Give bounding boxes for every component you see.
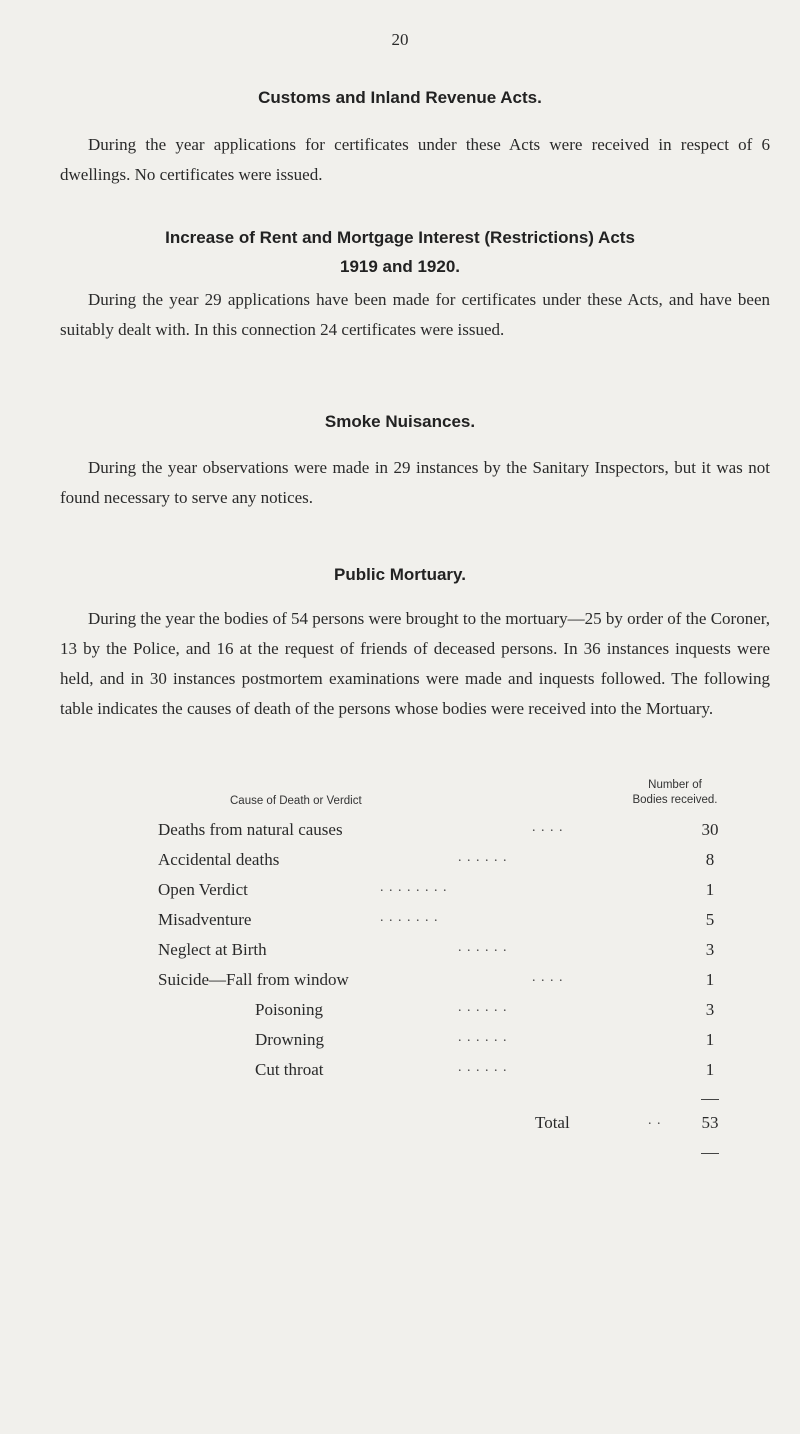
row-leader: . . . . . . — [458, 1000, 508, 1015]
row-leader: . . . . . . . — [380, 910, 439, 925]
row-label: Poisoning — [255, 1000, 324, 1019]
row-leader: . . . . — [532, 970, 564, 985]
table-row — [0, 1060, 800, 1090]
row-label: Neglect at Birth — [158, 940, 267, 959]
row-value: 5 — [705, 910, 715, 929]
row-value: 1 — [705, 1060, 715, 1079]
table-header-number — [600, 778, 750, 808]
row-label: Drowning — [255, 1030, 324, 1049]
table-row — [0, 820, 800, 850]
total-leader: . . — [648, 1113, 662, 1128]
row-value: 1 — [705, 1030, 715, 1049]
row-value: 1 — [705, 880, 715, 899]
row-leader: . . . . . . — [458, 1030, 508, 1045]
smoke-paragraph — [60, 453, 770, 513]
table-row — [0, 880, 800, 910]
page-number: 20 — [391, 30, 409, 49]
rent-heading-line2: 1919 and 1920. — [339, 257, 461, 276]
table-row — [0, 1000, 800, 1030]
row-label: Cut throat — [255, 1060, 324, 1079]
row-leader: . . . . . . — [458, 940, 508, 955]
rent-text: During the year 29 applications have been made for certificates under these Acts, and have been suitably dealt with. In this connection 24 certificates were issued. — [60, 290, 770, 339]
total-rule-bottom — [701, 1153, 719, 1154]
customs-paragraph — [60, 130, 770, 190]
row-label: Accidental deaths — [158, 850, 280, 869]
table-header-number-line1: Number of — [648, 779, 702, 791]
mortuary-heading: Public Mortuary. — [334, 565, 466, 584]
row-label: Deaths from natural causes — [158, 820, 343, 839]
table-header-cause: Cause of Death or Verdict — [230, 795, 362, 807]
table-row — [0, 1030, 800, 1060]
customs-text: During the year applications for certificates under these Acts were received in respect of 6 dwellings. No certificates were issued. — [60, 135, 770, 184]
table-total-row — [0, 1113, 800, 1143]
row-leader: . . . . — [532, 820, 564, 835]
row-value: 8 — [705, 850, 715, 869]
rent-heading-line1: Increase of Rent and Mortgage Interest (Restrictions) Acts — [165, 228, 635, 247]
total-value: 53 — [701, 1113, 719, 1132]
mortuary-paragraph — [60, 604, 770, 724]
row-value: 3 — [705, 1000, 715, 1019]
mortuary-text: During the year the bodies of 54 persons were brought to the mortuary—25 by order of the Coroner, 13 by the Police, and 16 at the request of friends of deceased persons. In 36 instances inquests were held, and in 30 instances postmortem examinations were made and inquests followed. The following table indicates the causes of death of the persons whose bodies were received into the Mortuary. — [60, 609, 770, 718]
table-header-number-line2: Bodies received. — [632, 794, 718, 806]
table-row — [0, 940, 800, 970]
row-label: Suicide—Fall from window — [158, 970, 349, 989]
row-value: 1 — [705, 970, 715, 989]
table-row — [0, 850, 800, 880]
row-value: 3 — [705, 940, 715, 959]
table-row — [0, 910, 800, 940]
row-label: Misadventure — [158, 910, 252, 929]
total-label: Total — [535, 1113, 570, 1132]
rent-paragraph — [60, 285, 770, 345]
row-leader: . . . . . . — [458, 850, 508, 865]
table-row — [0, 970, 800, 1000]
smoke-heading: Smoke Nuisances. — [324, 412, 476, 431]
row-label: Open Verdict — [158, 880, 248, 899]
row-value: 30 — [701, 820, 719, 839]
row-leader: . . . . . . — [458, 1060, 508, 1075]
total-rule-top — [701, 1099, 719, 1100]
row-leader: . . . . . . . . — [380, 880, 448, 895]
customs-heading: Customs and Inland Revenue Acts. — [258, 88, 542, 107]
smoke-text: During the year observations were made in 29 instances by the Sanitary Inspectors, but it was not found necessary to serve any notices. — [60, 458, 770, 507]
